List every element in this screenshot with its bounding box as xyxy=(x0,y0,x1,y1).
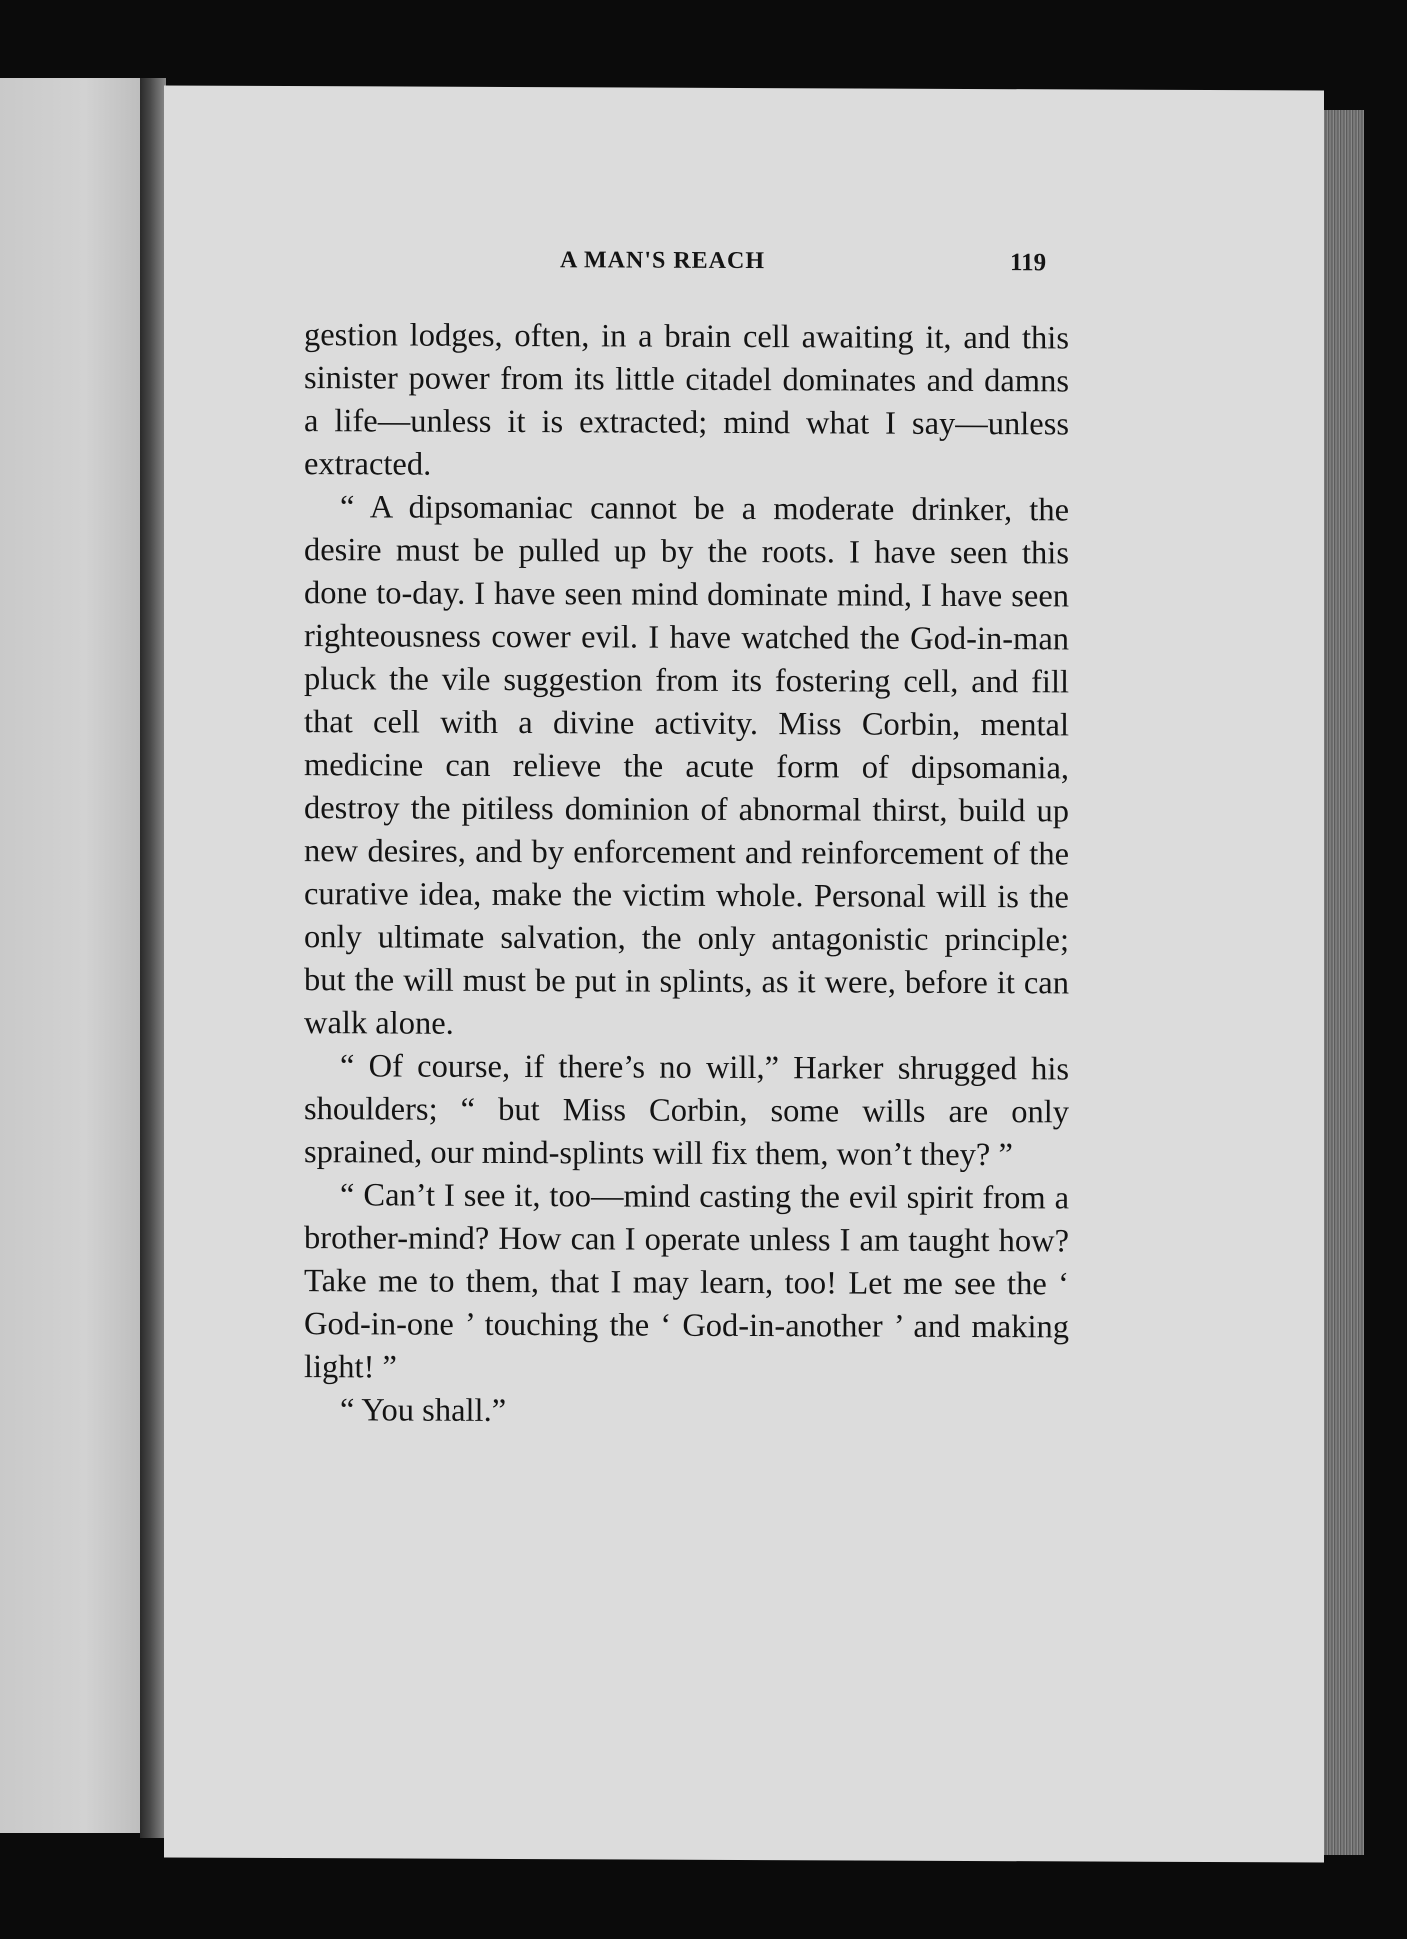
paragraph: “ A dipsomaniac cannot be a moderate drinker, the desire must be pulled up by the roots. I have seen this done to-day. I have seen mind dominate mind, I have seen righteousness cower evil. I have watched the God-in-man pluck the vile suggestion from its fostering cell, and fill that cell with a divine activity. Miss Corbin, mental medicine can relieve the acute form of dipsomania, destroy the pitiless dominion of abnormal thirst, build up new desires, and by enforcement and reinforcement of the curative idea, make the victim whole. Personal will is the only ultimate salvation, the only antagonistic principle; but the will must be put in splints, as it were, before it can walk alone. xyxy=(304,489,1069,1042)
book-gutter xyxy=(140,78,166,1838)
paragraph: “ Can’t I see it, too—mind casting the evil spirit from a brother-mind? How can I operate unless I am taught how? Take me to them, that I may learn, too! Let me see the ‘ God-in-one ’ touching the ‘ God-in-another ’ and making light! ” xyxy=(304,1177,1069,1386)
paragraph: “ Of course, if there’s no will,” Harker shrugged his shoulders; “ but Miss Corbin, some wills are only sprained, our mind-splints will fix them, won’t they? ” xyxy=(304,1048,1069,1174)
body-text xyxy=(304,314,1069,1435)
running-title: A MAN'S REACH xyxy=(560,247,766,275)
page-number: 119 xyxy=(1010,249,1047,277)
previous-page-edge xyxy=(0,78,142,1833)
book-page xyxy=(164,85,1324,1862)
running-head xyxy=(164,245,1324,290)
paragraph: “ You shall.” xyxy=(340,1392,507,1429)
paragraph-continuation: gestion lodges, often, in a brain cell awaiting it, and this sinister power from its little citadel dominates and damns a life—unless it is extracted; mind what I say—unless extracted. xyxy=(304,317,1069,483)
